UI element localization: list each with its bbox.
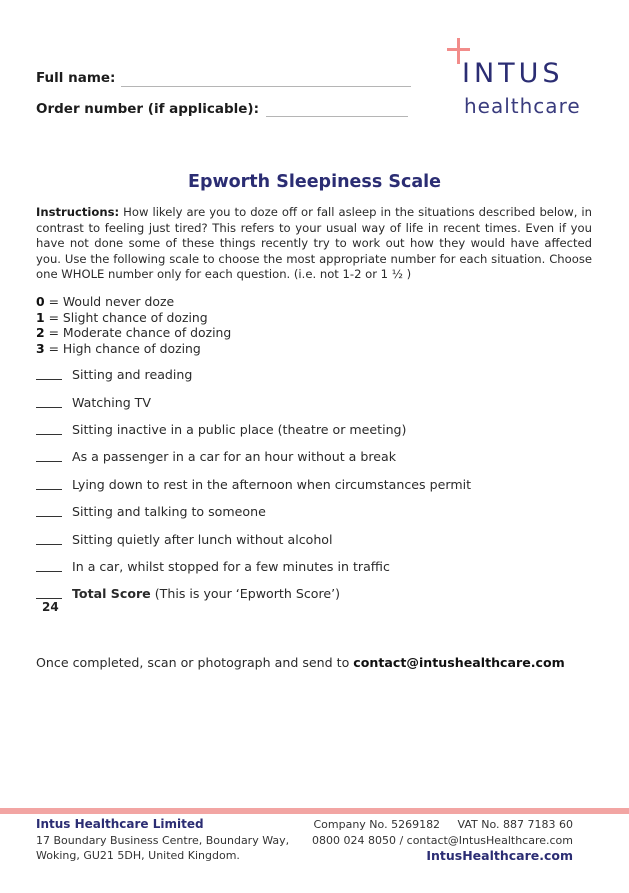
- logo-subtitle: healthcare: [464, 94, 581, 118]
- score-blank[interactable]: [36, 544, 62, 545]
- score-blank[interactable]: [36, 571, 62, 572]
- contact-info: 0800 024 8050 / contact@IntusHealthcare.com: [311, 833, 573, 847]
- logo-brand: INTUS: [462, 58, 564, 89]
- situation-text: As a passenger in a car for an hour without a break: [72, 449, 397, 464]
- contact-email-link[interactable]: contact@intushealthcare.com: [353, 655, 565, 670]
- score-blank[interactable]: [36, 434, 62, 435]
- total-score-label: Total Score (This is your ‘Epworth Score’): [72, 586, 341, 601]
- instructions: [36, 205, 592, 283]
- scale-legend: [36, 294, 231, 356]
- order-number-label: Order number (if applicable):: [36, 101, 259, 117]
- total-score-blank[interactable]: [36, 598, 62, 599]
- full-name-field[interactable]: [121, 86, 411, 87]
- instructions-lead: Instructions:: [36, 205, 120, 219]
- address-line: 17 Boundary Business Centre, Boundary Way,: [36, 833, 290, 847]
- send-instructions: Once completed, scan or photograph and send to contact@intushealthcare.com: [36, 655, 565, 670]
- score-blank[interactable]: [36, 516, 62, 517]
- intus-logo: [440, 34, 600, 124]
- scale-item: 3 = High chance of dozing: [36, 340, 201, 356]
- situation-text: Sitting and talking to someone: [72, 504, 266, 519]
- page-title: Epworth Sleepiness Scale: [188, 172, 441, 192]
- footer-contact: [312, 817, 573, 864]
- total-score-value: 24: [42, 600, 59, 614]
- footer-address: [36, 817, 289, 864]
- full-name-label: Full name:: [36, 70, 116, 86]
- score-blank[interactable]: [36, 461, 62, 462]
- footer-divider: [0, 808, 629, 814]
- address-line: Woking, GU21 5DH, United Kingdom.: [36, 849, 240, 862]
- score-blank[interactable]: [36, 379, 62, 380]
- situation-text: In a car, whilst stopped for a few minutes in traffic: [72, 559, 390, 574]
- website-link[interactable]: IntusHealthcare.com: [426, 848, 573, 863]
- score-blank[interactable]: [36, 489, 62, 490]
- situation-text: Sitting inactive in a public place (theatre or meeting): [72, 422, 407, 437]
- registration-info: Company No. 5269182 VAT No. 887 7183 60: [313, 818, 573, 831]
- order-number-field[interactable]: [266, 116, 408, 117]
- scale-item: 1 = Slight chance of dozing: [36, 309, 208, 325]
- score-blank[interactable]: [36, 407, 62, 408]
- scale-item: 2 = Moderate chance of dozing: [36, 325, 232, 341]
- situation-text: Sitting and reading: [72, 367, 193, 382]
- instructions-text: How likely are you to doze off or fall asleep in the situations described below, in contrast to feeling just tired? This refers to your usual way of life in recent times. Even if you have not done some of these things recently try to work out how they would have affected you. Use the following scale to choose the most appropriate number for each situation. Choose one WHOLE number only for each question. (i.e. not 1-2 or 1 ½ ): [36, 205, 592, 281]
- situation-text: Lying down to rest in the afternoon when circumstances permit: [72, 477, 472, 492]
- situation-text: Watching TV: [72, 395, 151, 410]
- scale-item: 0 = Would never doze: [36, 294, 175, 309]
- company-name: Intus Healthcare Limited: [36, 817, 204, 831]
- situation-text: Sitting quietly after lunch without alcohol: [72, 532, 333, 547]
